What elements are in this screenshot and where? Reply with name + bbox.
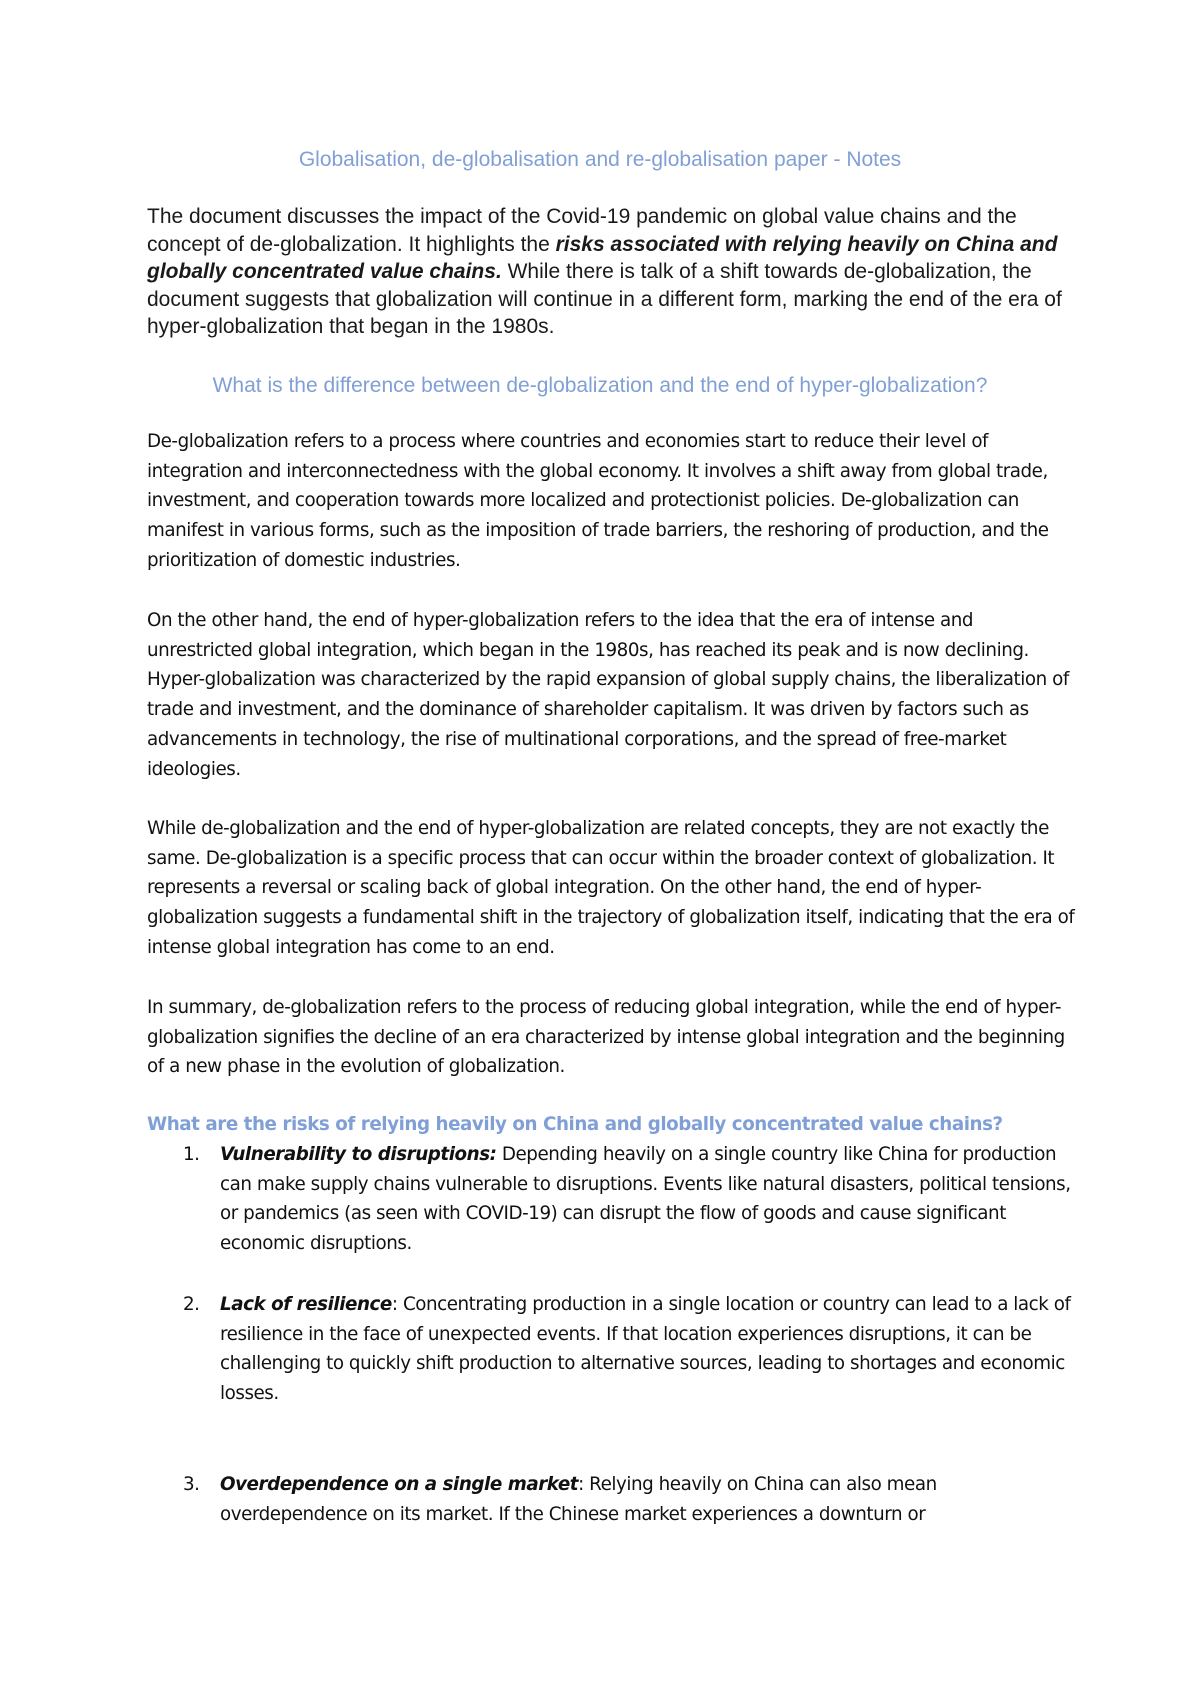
section1-paragraph-2: On the other hand, the end of hyper-globalization refers to the idea that the era of intense and unrestricted global integration, which began in the 1980s, has reached its peak and is now declining. Hyper-globalization was characterized by the rapid expansion of global supply chains, the liberalization of trade and investment, and the dominance of shareholder capitalism. It was driven by factors such as advancements in technology, the rise of multinational corporations, and the spread of free-market ideologies. — [147, 610, 1069, 780]
list-number: 3. — [183, 1474, 200, 1495]
section1-paragraph-4: In summary, de-globalization refers to the process of reducing global integration, while the end of hyper-globalization signifies the decline of an era characterized by intense global integration and the beginning of a new phase in the evolution of globalization. — [147, 997, 1065, 1078]
list-term: Lack of resilience — [220, 1294, 392, 1315]
intro-emphasis: risks associated with relying heavily on China and globally concentrated value chains. — [147, 232, 1058, 283]
intro-text-after: While there is talk of a shift towards de-globalization, the document suggests that globalization will continue in a different form, marking the end of the era of hyper-globalization that began in the 1980s. — [147, 260, 1062, 338]
risk-list-item-2 — [183, 1290, 1080, 1409]
risk-list-item-1 — [183, 1140, 1080, 1259]
list-text: : Concentrating production in a single location or country can lead to a lack of resilience in the face of unexpected events. If that location experiences disruptions, it can be challenging to quickly shift production to alternative sources, leading to shortages and economic losses. — [220, 1294, 1071, 1405]
section1-paragraph-3: While de-globalization and the end of hyper-globalization are related concepts, they are not exactly the same. De-globalization is a specific process that can occur within the broader context of globalization. It represents a reversal or scaling back of global integration. On the other hand, the end of hyper-globalization suggests a fundamental shift in the trajectory of globalization itself, indicating that the era of intense global integration has come to an end. — [147, 818, 1075, 958]
list-number: 2. — [183, 1294, 200, 1315]
section1-heading: What is the difference between de-globalization and the end of hyper-globalization? — [212, 374, 988, 397]
intro-text-before: The document discusses the impact of the Covid-19 pandemic on global value chains and the concept of de-globalization. It highlights the — [147, 205, 1017, 256]
section2-heading: What are the risks of relying heavily on China and globally concentrated value chains? — [147, 1114, 1003, 1135]
section1-paragraph-1: De-globalization refers to a process where countries and economies start to reduce their level of integration and interconnectedness with the global economy. It involves a shift away from global trade, investment, and cooperation towards more localized and protectionist policies. De-globalization can manifest in various forms, such as the imposition of trade barriers, the reshoring of production, and the prioritization of domestic industries. — [147, 431, 1049, 571]
list-text: Depending heavily on a single country like China for production can make supply chains vulnerable to disruptions. Events like natural disasters, political tensions, or pandemics (as seen with COVID-19) can disrupt the flow of goods and cause significant economic disruptions. — [220, 1144, 1071, 1255]
list-term: Overdependence on a single market — [220, 1474, 579, 1495]
list-term: Vulnerability to disruptions: — [220, 1144, 497, 1165]
risk-list-item-3 — [183, 1470, 1080, 1529]
intro-paragraph — [147, 203, 1067, 341]
list-number: 1. — [183, 1144, 200, 1165]
list-text: : Relying heavily on China can also mean overdependence on its market. If the Chinese market experiences a downturn or — [220, 1474, 937, 1525]
document-title: Globalisation, de-globalisation and re-globalisation paper - Notes — [298, 148, 902, 171]
